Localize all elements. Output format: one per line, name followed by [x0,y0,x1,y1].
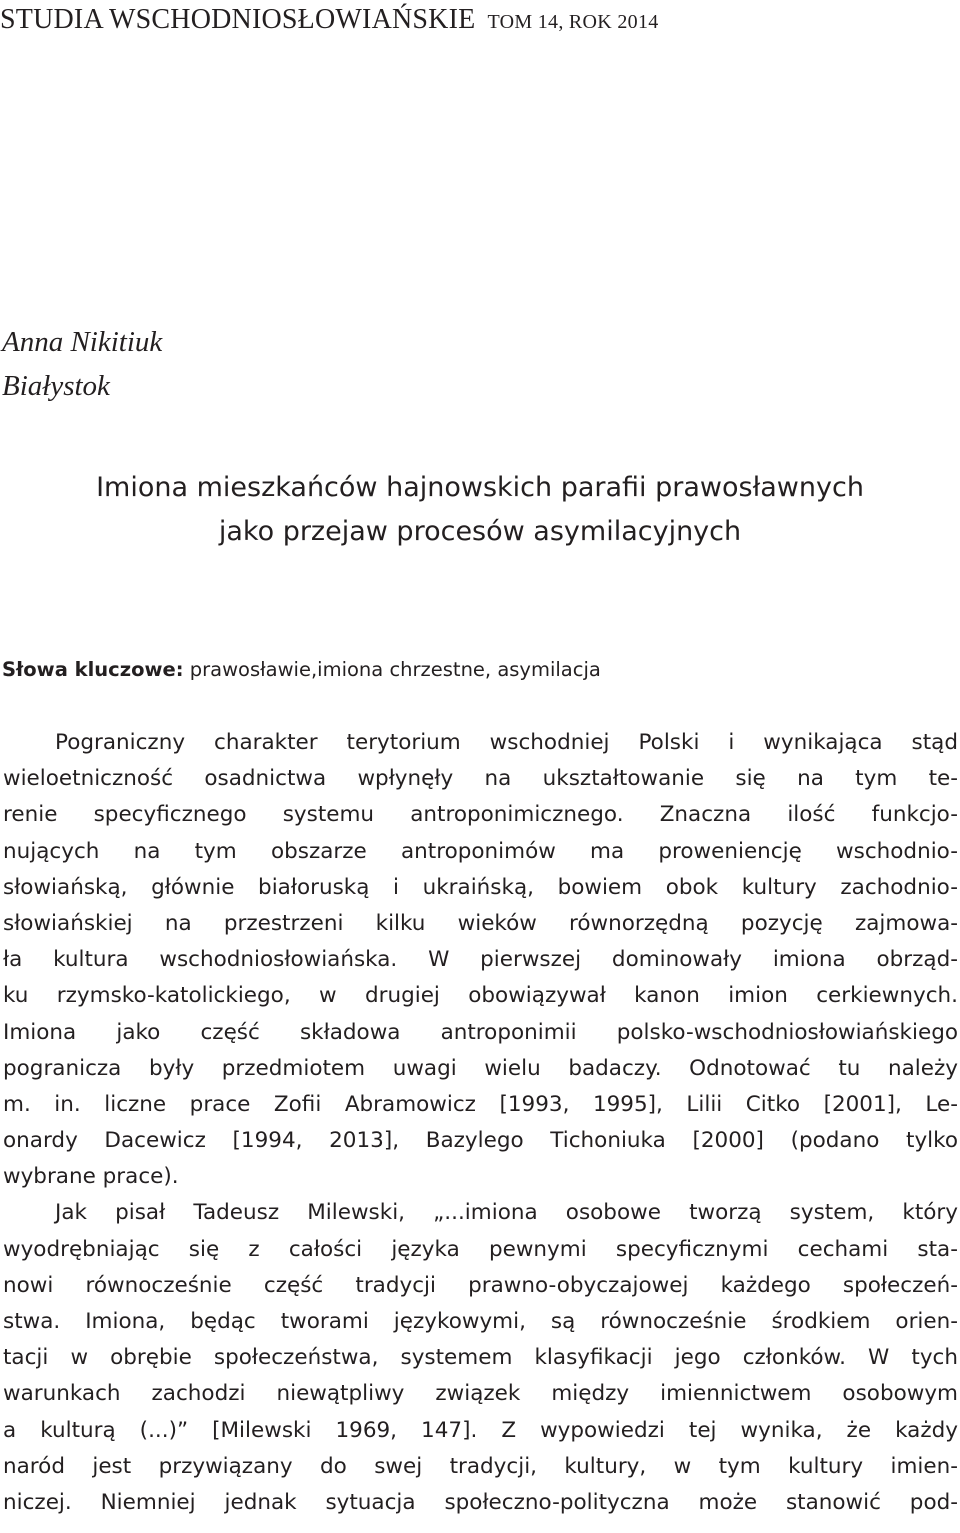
text-line: onardy Dacewicz [1994, 2013], Bazylego Tichoniuka [2000] (podano tylko [3,1128,958,1154]
keywords [2,658,957,681]
text-line: nowi równocześnie część tradycji prawno-obyczajowej każdego społeczeń- [3,1272,958,1298]
running-head [0,4,960,36]
volume-info: TOM 14, ROK 2014 [487,11,659,33]
journal-title: STUDIA WSCHODNIOSŁOWIAŃSKIE [0,4,476,35]
body-text [3,725,958,1521]
text-line: warunkach zachodzi niewątpliwy związek między imiennictwem osobowym [3,1381,958,1407]
author-block [2,320,162,408]
text-line: niczej. Niemniej jednak sytuacja społeczno-polityczna może stanowić pod- [3,1489,958,1515]
text-line: Imiona jako część składowa antroponimii polsko-wschodniosłowiańskiego [3,1019,958,1045]
text-line: m. in. liczne prace Zofii Abramowicz [1993, 1995], Lilii Citko [2001], Le- [3,1091,958,1117]
text-line: wieloetniczność osadnictwa wpłynęły na ukształtowanie się na tym te- [3,766,958,792]
keywords-label: Słowa kluczowe: [2,658,184,681]
text-line: ku rzymsko-katolickiego, w drugiej obowiązywał kanon imion cerkiewnych. [3,983,958,1009]
author-affiliation: Białystok [2,370,110,402]
text-line: stwa. Imiona, będąc tworami językowymi, są równocześnie środkiem orien- [3,1309,958,1334]
text-line: Pograniczny charakter terytorium wschodniej Polski i wynikająca stąd [55,730,958,755]
text-line: Jak pisał Tadeusz Milewski, „...imiona osobowe tworzą system, który [55,1200,958,1226]
text-line: ła kultura wschodniosłowiańska. W pierwszej dominowały imiona obrząd- [3,947,958,973]
text-line: słowiańską, głównie białoruską i ukraińską, bowiem obok kultury zachodnio- [3,874,958,900]
title-line-2: jako przejaw procesów asymilacyjnych [218,516,742,547]
title-line-1: Imiona mieszkańców hajnowskich parafii prawosławnych [96,472,864,503]
author-name: Anna Nikitiuk [2,326,163,358]
text-line: tacji w obrębie społeczeństwa, systemem klasyfikacji jego członków. W tych [3,1345,958,1371]
text-line: renie specyficznego systemu antroponimicznego. Znaczna ilość funkcjo- [3,802,958,828]
text-line: wyodrębniając się z całości języka pewnymi specyficznymi cechami sta- [3,1236,958,1262]
text-line: wybrane prace). [3,1164,179,1190]
text-line: naród jest przywiązany do swej tradycji, kultury, w tym kultury imien- [3,1453,958,1479]
text-line: nujących na tym obszarze antroponimów ma proweniencję wschodnio- [3,838,958,864]
text-line: pogranicza były przedmiotem uwagi wielu badaczy. Odnotować tu należy [3,1055,958,1081]
text-line: a kulturą (...)” [Milewski 1969, 147]. Z wypowiedzi tej wynika, że każdy [3,1417,958,1443]
text-line: słowiańskiej na przestrzeni kilku wieków równorzędną pozycję zajmowa- [3,910,958,936]
article-title [0,466,960,554]
keywords-text: prawosławie,imiona chrzestne, asymilacja [189,658,601,681]
